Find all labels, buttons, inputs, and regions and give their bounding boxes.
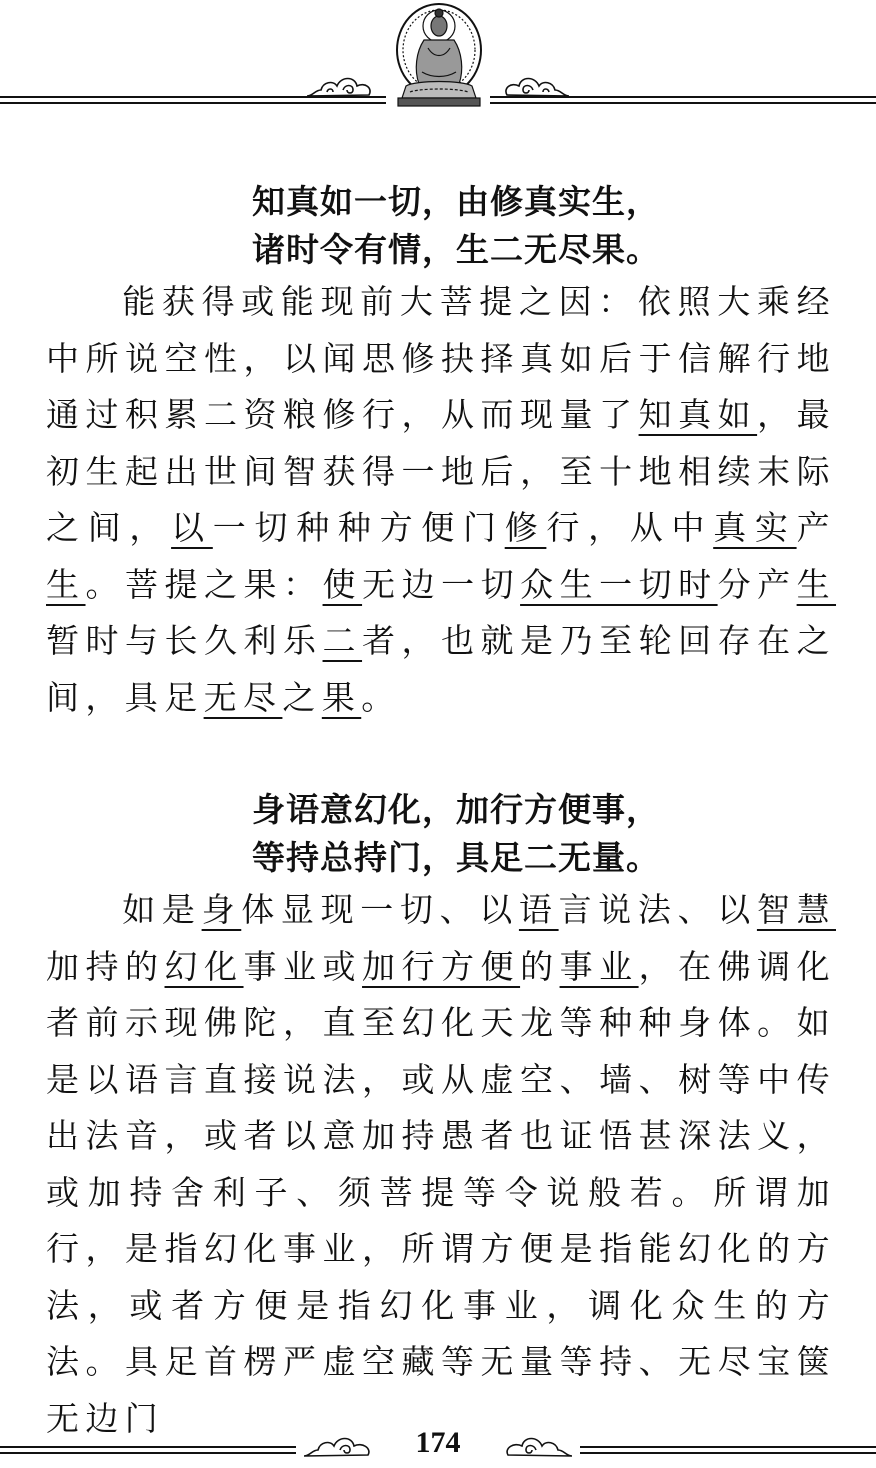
text-run: 一切种种方便门: [212, 508, 505, 547]
text-run: ，在佛调化者前示现佛陀，直至幻化天龙等种种身体。如是以语言直接说法，或从虚空、墙、树等中传出法音，或者以意加持愚者也证悟甚深法义，或加持舍利子、须菩提等令说般若。所谓加行，是指幻化事业，所谓方便是指能幻化的方法，或者方便是指幻化事业，调化众生的方法。具足首楞严虚空藏等无量等持、无尽宝箧无边门: [46, 946, 837, 1438]
verse-line: 身语意幻化，加行方便事，: [252, 790, 660, 829]
verse-line: 知真如一切，由修真实生，: [252, 182, 660, 221]
text-run: 如是: [122, 890, 202, 929]
text-run: 暂时与长久利乐: [46, 621, 323, 660]
verse-stanza: [46, 178, 836, 274]
underlined-term: 修: [504, 508, 547, 547]
cloud-ornament-icon: [303, 68, 379, 102]
text-run: 言说法、以: [558, 890, 757, 929]
commentary-paragraph: [46, 882, 836, 1447]
underlined-term: 众生一切时: [520, 564, 718, 604]
underlined-term: 无尽: [203, 677, 283, 717]
text-run: 之: [282, 677, 322, 717]
header-rule: [0, 102, 386, 104]
text-run: 行，从中: [546, 508, 714, 547]
underlined-term: 使: [322, 564, 363, 604]
text-run: 加持的: [46, 946, 165, 986]
text-run: 无边一切: [362, 564, 521, 604]
cloud-ornament-icon: [496, 1430, 576, 1462]
page-number: 174: [415, 1426, 461, 1459]
text-run: 分产: [717, 564, 797, 604]
underlined-term: 生: [796, 564, 837, 604]
underlined-term: 事业: [559, 946, 639, 986]
underlined-term: 身: [201, 890, 242, 929]
text-run: ，最初生起出世间智获得一地后，至十地相续末际之间，: [46, 395, 836, 547]
underlined-term: 语: [518, 890, 559, 929]
underlined-term: 智慧: [756, 890, 836, 929]
header-ornament: [0, 0, 876, 110]
buddha-icon: [386, 0, 492, 110]
text-run: 的: [520, 946, 560, 986]
footer-rule: [0, 1446, 296, 1448]
underlined-term: 幻化: [164, 946, 244, 986]
underlined-term: 知真如: [638, 395, 758, 434]
text-run: 能获得或能现前大菩提之因：依照大乘经中所说空性，以闻思修抉择真如后于信解行地通过积累二资粮修行，从而现量了: [46, 282, 836, 434]
underlined-term: 二: [322, 621, 363, 660]
underlined-term: 果: [321, 677, 362, 717]
text-run: 。: [361, 677, 401, 717]
text-run: 。菩提之果：: [85, 564, 323, 604]
commentary-paragraph: [46, 274, 836, 726]
cloud-ornament-icon: [497, 68, 573, 102]
footer-rule: [580, 1446, 876, 1448]
text-run: 事业或: [243, 946, 363, 986]
underlined-term: 生: [46, 564, 86, 604]
underlined-term: 以: [171, 508, 213, 547]
text-run: 体显现一切、以: [241, 890, 519, 929]
verse-line: 等持总持门，具足二无量。: [252, 838, 660, 877]
verse-stanza: [46, 786, 836, 882]
text-run: 者，也就是乃至轮回存在之间，具足: [46, 621, 836, 717]
page-content: [46, 178, 836, 1447]
footer-ornament: [0, 1418, 876, 1468]
text-run: 产: [796, 508, 836, 547]
footer-rule: [580, 1452, 876, 1454]
header-rule: [490, 102, 876, 104]
cloud-ornament-icon: [300, 1430, 380, 1462]
footer-rule: [0, 1452, 296, 1454]
underlined-term: 加行方便: [362, 946, 521, 986]
underlined-term: 真实: [713, 508, 797, 547]
verse-line: 诸时令有情，生二无尽果。: [252, 230, 660, 269]
